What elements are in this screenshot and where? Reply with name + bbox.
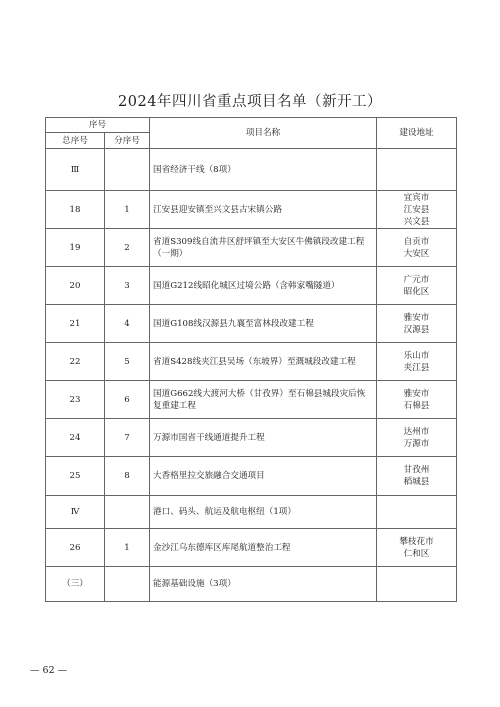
project-name-cell: 江安县迎安镇至兴文县古宋镇公路 [150, 191, 377, 229]
project-name-cell: 能源基础设施（3项） [150, 567, 377, 602]
sub-number-cell [105, 149, 150, 191]
sub-number-cell: 1 [105, 191, 150, 229]
table-row [46, 191, 457, 229]
address-cell: 攀枝花市 仁和区 [377, 529, 457, 567]
sub-number-cell: 8 [105, 457, 150, 496]
header-address: 建设地址 [377, 118, 457, 149]
address-cell: 达州市 万源市 [377, 419, 457, 457]
project-name-cell: 国道G108线汉源县九襄至富林段改建工程 [150, 305, 377, 343]
sub-number-cell: 7 [105, 419, 150, 457]
header-row-1 [46, 118, 457, 133]
total-number-cell: 26 [46, 529, 105, 567]
table-row [46, 457, 457, 496]
project-name-cell: 国道G662线大渡河大桥（甘孜界）至石棉县城段灾后恢复重建工程 [150, 381, 377, 419]
table-row [46, 343, 457, 381]
project-name-cell: 港口、码头、航运及航电枢纽（1项） [150, 496, 377, 529]
sub-number-cell: 3 [105, 267, 150, 305]
table-row [46, 567, 457, 602]
sub-number-cell: 5 [105, 343, 150, 381]
project-name-cell: 国道G212线昭化城区过境公路（含韩家嘴隧道） [150, 267, 377, 305]
address-cell [377, 149, 457, 191]
address-cell [377, 567, 457, 602]
project-table [45, 117, 457, 602]
sub-number-cell: 2 [105, 229, 150, 267]
table-body [46, 149, 457, 602]
total-number-cell: 25 [46, 457, 105, 496]
sub-number-cell: 4 [105, 305, 150, 343]
project-name-cell: 金沙江乌东德库区库尾航道整治工程 [150, 529, 377, 567]
table-row [46, 419, 457, 457]
total-number-cell: （三） [46, 567, 105, 602]
header-project-name: 项目名称 [150, 118, 377, 149]
address-cell: 自贡市 大安区 [377, 229, 457, 267]
total-number-cell: Ⅳ [46, 496, 105, 529]
address-cell: 宜宾市 江安县 兴文县 [377, 191, 457, 229]
total-number-cell: 23 [46, 381, 105, 419]
address-cell: 甘孜州 稻城县 [377, 457, 457, 496]
table-row [46, 529, 457, 567]
project-name-cell: 省道S309线自流井区舒坪镇至大安区牛佛镇段改建工程（一期） [150, 229, 377, 267]
project-name-cell: 大香格里拉交旅融合交通项目 [150, 457, 377, 496]
table-row [46, 229, 457, 267]
address-cell: 广元市 昭化区 [377, 267, 457, 305]
table-row [46, 496, 457, 529]
total-number-cell: 20 [46, 267, 105, 305]
table-row [46, 267, 457, 305]
table-row [46, 381, 457, 419]
project-name-cell: 省道S428线夹江县吴场（东坡界）至溉城段改建工程 [150, 343, 377, 381]
address-cell [377, 496, 457, 529]
table-row [46, 149, 457, 191]
document-title: 2024年四川省重点项目名单（新开工） [118, 94, 382, 110]
total-number-cell: 18 [46, 191, 105, 229]
header-serial-group: 序号 [46, 118, 150, 133]
table-row [46, 305, 457, 343]
address-cell: 乐山市 夹江县 [377, 343, 457, 381]
sub-number-cell [105, 567, 150, 602]
project-name-cell: 万源市国省干线通道提升工程 [150, 419, 377, 457]
address-cell: 雅安市 石棉县 [377, 381, 457, 419]
total-number-cell: Ⅲ [46, 149, 105, 191]
sub-number-cell [105, 496, 150, 529]
sub-number-cell: 6 [105, 381, 150, 419]
total-number-cell: 19 [46, 229, 105, 267]
total-number-cell: 21 [46, 305, 105, 343]
address-cell: 雅安市 汉源县 [377, 305, 457, 343]
page-number: — 62 — [30, 665, 68, 676]
project-name-cell: 国省经济干线（8项） [150, 149, 377, 191]
header-total-number: 总序号 [46, 133, 105, 149]
sub-number-cell: 1 [105, 529, 150, 567]
total-number-cell: 22 [46, 343, 105, 381]
header-sub-number: 分序号 [105, 133, 150, 149]
total-number-cell: 24 [46, 419, 105, 457]
